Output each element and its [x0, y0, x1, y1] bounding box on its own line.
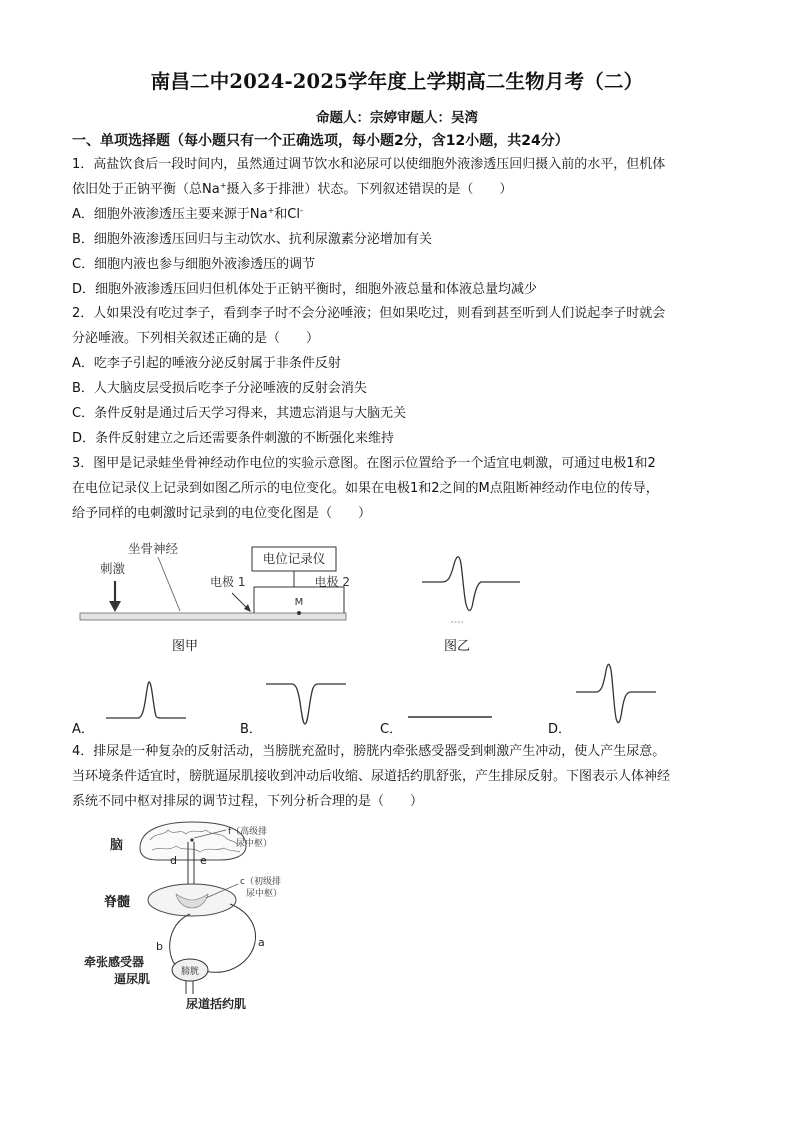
q2-option-d: D．条件反射建立之后还需要条件刺激的不断强化来维持 [72, 431, 395, 446]
q3-option-d-label: D． [548, 722, 572, 737]
electrode1-arrow [232, 593, 248, 609]
a-label: a [258, 936, 265, 949]
upward-peak [106, 682, 186, 718]
point-m [297, 611, 301, 615]
figure-yi [420, 548, 525, 628]
spinal-label: 脊髓 [104, 895, 131, 910]
q4-stem-line2: 当环境条件适宜时，膀胱逼尿肌接收到冲动后收缩、尿道括约肌舒张，产生排尿反射。下图表示人体神经 [72, 769, 671, 784]
q1-option-c: C．细胞内液也参与细胞外液渗透压的调节 [72, 257, 316, 272]
nerve-fiber [80, 613, 346, 620]
downward-peak [266, 684, 346, 724]
point-m-label: M [294, 597, 304, 608]
q1-stem-text-a: 依旧处于正钠平衡（总Na [72, 182, 220, 197]
q1-stem-line1: 1．高盐饮食后一段时间内，虽然通过调节饮水和泌尿可以使细胞外液渗透压回归摄入前的水平，但机体 [72, 157, 666, 172]
q3-option-a-label: A． [72, 722, 94, 737]
nerve-leader-line [158, 557, 180, 611]
q2-option-b: B．人大脑皮层受损后吃李子分泌唾液的反射会消失 [72, 381, 367, 396]
q4-stem-line1: 4．排尿是一种复杂的反射活动，当膀胱充盈时，膀胱内牵张感受器受到刺激产生冲动，使人产生尿意。 [72, 744, 666, 759]
stimulus-arrow-head [109, 601, 121, 612]
electrode1-arrow-head [244, 604, 251, 612]
nerve-label: 坐骨神经 [128, 541, 179, 556]
f-label-line2: 尿中枢） [236, 839, 273, 849]
q3-option-a-graph [104, 674, 188, 724]
q1-option-a-sup1: + [267, 206, 275, 215]
sphincter-label: 尿道括约肌 [186, 997, 247, 1011]
b-label: b [156, 940, 163, 953]
q1-stem-sup: + [219, 181, 227, 190]
recorder-label: 电位记录仪 [262, 551, 326, 566]
q3-stem-line2: 在电位记录仪上记录到如图乙所示的电位变化。如果在电极1和2之间的M点阻断神经动作电位的传导， [72, 481, 659, 496]
bladder-label: 膀胱 [180, 967, 200, 977]
q3-option-c-graph [406, 710, 494, 724]
q3-stem-line1: 3．图甲是记录蛙坐骨神经动作电位的实验示意图。在图示位置给予一个适宜电刺激，可通过电极1和2 [72, 456, 656, 471]
q1-stem-text-b: 摄入多于排泄）状态。下列叙述错误的是（ ） [226, 182, 513, 197]
figure-yi-caption: 图乙 [444, 639, 471, 654]
f-label: f（高级排 [228, 827, 268, 837]
q2-stem-line2: 分泌唾液。下列相关叙述正确的是（ ） [72, 331, 320, 346]
detrusor-label: 逼尿肌 [114, 972, 151, 986]
figure-jia-caption: 图甲 [172, 639, 199, 654]
q3-option-b-graph [264, 680, 348, 730]
authors-line: 命题人：宗婷审题人：吴湾 [316, 110, 478, 126]
c-label-line2: 尿中枢） [246, 889, 283, 899]
higher-center-dot [190, 838, 193, 841]
e-label: e [200, 854, 207, 867]
brain-label: 脑 [110, 838, 124, 853]
q3-option-d-graph [574, 658, 658, 728]
biphasic-wave-option-d [576, 664, 656, 722]
q3-option-c-label: C． [380, 722, 403, 737]
stimulus-label: 刺激 [100, 561, 126, 576]
biphasic-wave [422, 557, 520, 611]
q4-stem-line3: 系统不同中枢对排尿的调节过程，下列分析合理的是（ ） [72, 794, 424, 809]
q1-option-b: B．细胞外液渗透压回归与主动饮水、抗利尿激素分泌增加有关 [72, 232, 432, 247]
q2-option-c: C．条件反射是通过后天学习得来，其遗忘消退与大脑无关 [72, 406, 407, 421]
d-label: d [170, 854, 177, 867]
c-label: c（初级排 [240, 877, 281, 887]
receptor-label: 牵张感受器 [84, 955, 145, 969]
figure-jia [78, 535, 358, 635]
q1-stem-line2 [72, 182, 512, 198]
electrode1-label: 电极 1 [210, 575, 246, 589]
q1-option-a [72, 207, 303, 223]
q3-option-b-label: B． [240, 722, 262, 737]
q3-stem-line3: 给予同样的电刺激时记录到的电位变化图是（ ） [72, 506, 372, 521]
page-title: 南昌二中2024-2025学年度上学期高二生物月考（二） [150, 70, 644, 93]
section-heading: 一、单项选择题（每小题只有一个正确选项，每小题2分，含12小题，共24分） [72, 133, 569, 149]
q2-stem-line1: 2．人如果没有吃过李子，看到李子时不会分泌唾液；但如果吃过，则看到甚至听到人们说起李子时就会 [72, 306, 666, 321]
micturition-diagram [80, 818, 320, 1018]
q1-option-d: D．细胞外液渗透压回归但机体处于正钠平衡时，细胞外液总量和体液总量均减少 [72, 282, 538, 297]
q1-option-a-sup2: - [300, 206, 303, 215]
electrode2-label: 电极 2 [314, 575, 350, 589]
q1-option-a-text: A．细胞外液渗透压主要来源于Na [72, 207, 268, 222]
q1-option-a-text2: 和Cl [274, 207, 300, 222]
q2-option-a: A．吃李子引起的唾液分泌反射属于非条件反射 [72, 356, 341, 371]
